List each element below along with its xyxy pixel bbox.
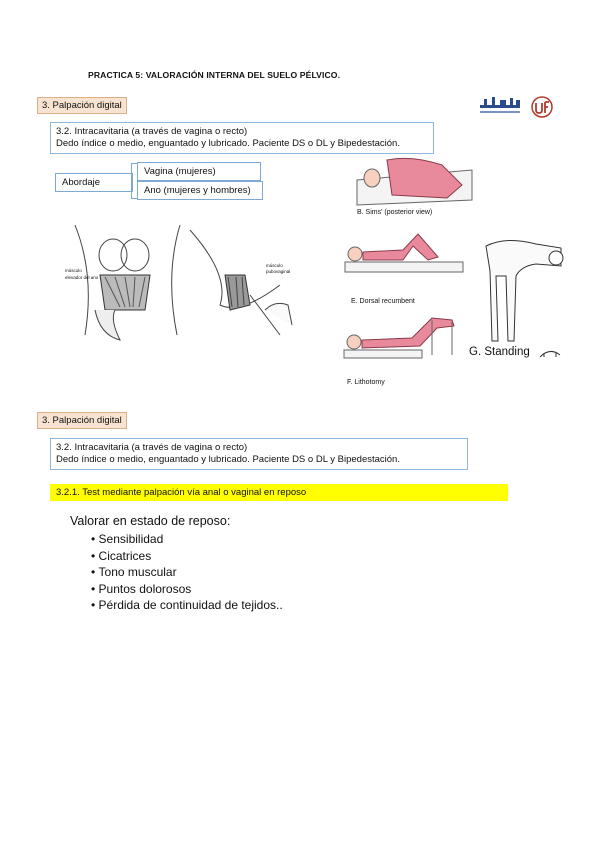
anatomy-label-left: músculo elevador del ano [65, 268, 99, 280]
list-item: • Tono muscular [91, 564, 283, 581]
document-title: PRACTICA 5: VALORACIÓN INTERNA DEL SUELO PÉLVICO. [88, 70, 341, 80]
anatomy-illustration-right [170, 215, 305, 345]
university-logo [478, 95, 560, 121]
info-box-line2: Dedo índice o medio, enguantado y lubricado. Paciente DS o DL y Bipedestación. [56, 138, 400, 149]
anatomy-label-right: músculo pubovaginal [266, 263, 291, 274]
option-ano: Ano (mujeres y hombres) [137, 181, 263, 200]
list-item: • Sensibilidad [91, 531, 283, 548]
caption-sims: B. Sims' (posterior view) [357, 209, 433, 216]
info-box-2-line1: 3.2. Intracavitaria (a través de vagina o recto) [56, 442, 248, 453]
abordaje-label: Abordaje [55, 173, 133, 192]
section-tag: 3. Palpación digital [37, 97, 127, 114]
info-box-2 [50, 438, 468, 470]
list-item: • Puntos dolorosos [91, 581, 283, 598]
chair-illustration [538, 346, 562, 358]
caption-lithotomy: F. Lithotomy [347, 379, 385, 386]
list-item: • Cicatrices [91, 548, 283, 565]
info-box-line1: 3.2. Intracavitaria (a través de vagina o recto) [56, 126, 248, 137]
dorsal-position-illustration [343, 232, 465, 292]
sims-position-illustration [352, 150, 477, 210]
info-box-2-line2: Dedo índice o medio, enguantado y lubricado. Paciente DS o DL y Bipedestación. [56, 454, 400, 465]
caption-standing: G. Standing [469, 346, 530, 358]
caption-dorsal: E. Dorsal recumbent [351, 298, 415, 305]
standing-position-illustration [476, 236, 568, 348]
lithotomy-position-illustration [342, 310, 462, 370]
list-title: Valorar en estado de reposo: [70, 514, 231, 528]
option-vagina: Vagina (mujeres) [137, 162, 261, 181]
highlight-heading: 3.2.1. Test mediante palpación vía anal o vaginal en reposo [50, 484, 508, 501]
assessment-list [91, 531, 283, 614]
section-tag-2: 3. Palpación digital [37, 412, 127, 429]
list-item: • Pérdida de continuidad de tejidos.. [91, 597, 283, 614]
